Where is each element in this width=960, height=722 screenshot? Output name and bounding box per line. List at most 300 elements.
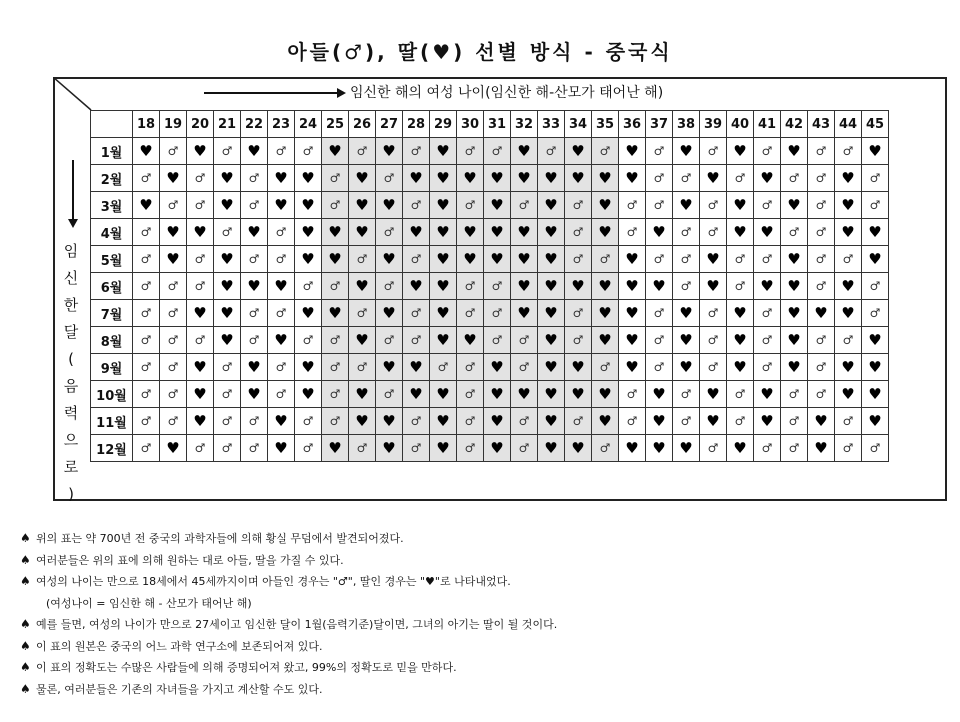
son-male-icon: ♂ (430, 354, 457, 381)
age-header-24: 24 (295, 111, 322, 138)
son-male-icon: ♂ (133, 219, 160, 246)
daughter-heart-icon: ♥ (430, 165, 457, 192)
daughter-heart-icon: ♥ (214, 165, 241, 192)
son-male-icon: ♂ (727, 408, 754, 435)
daughter-heart-icon: ♥ (781, 246, 808, 273)
table-row (91, 381, 889, 408)
son-male-icon: ♂ (268, 381, 295, 408)
daughter-heart-icon: ♥ (349, 165, 376, 192)
son-male-icon: ♂ (700, 300, 727, 327)
son-male-icon: ♂ (349, 435, 376, 462)
daughter-heart-icon: ♥ (403, 381, 430, 408)
month-axis-char: 음 (63, 377, 79, 395)
daughter-heart-icon: ♥ (376, 435, 403, 462)
daughter-heart-icon: ♥ (457, 246, 484, 273)
son-male-icon: ♂ (808, 246, 835, 273)
daughter-heart-icon: ♥ (349, 408, 376, 435)
son-male-icon: ♂ (673, 219, 700, 246)
son-male-icon: ♂ (160, 327, 187, 354)
daughter-heart-icon: ♥ (754, 219, 781, 246)
daughter-heart-icon: ♥ (592, 408, 619, 435)
daughter-heart-icon: ♥ (349, 327, 376, 354)
month-label: 4월 (91, 219, 133, 246)
age-header-23: 23 (268, 111, 295, 138)
note-line (20, 550, 940, 572)
son-male-icon: ♂ (457, 408, 484, 435)
son-male-icon: ♂ (457, 138, 484, 165)
note-line (20, 593, 940, 615)
daughter-heart-icon: ♥ (781, 354, 808, 381)
son-male-icon: ♂ (781, 408, 808, 435)
month-axis-char: ( (68, 350, 74, 368)
son-male-icon: ♂ (187, 327, 214, 354)
son-male-icon: ♂ (754, 192, 781, 219)
daughter-heart-icon: ♥ (484, 219, 511, 246)
daughter-heart-icon: ♥ (700, 165, 727, 192)
month-label: 3월 (91, 192, 133, 219)
arrow-down-icon (72, 160, 74, 226)
daughter-heart-icon: ♥ (214, 246, 241, 273)
age-header-36: 36 (619, 111, 646, 138)
son-male-icon: ♂ (268, 300, 295, 327)
daughter-heart-icon: ♥ (754, 381, 781, 408)
son-male-icon: ♂ (268, 138, 295, 165)
daughter-heart-icon: ♥ (268, 435, 295, 462)
age-header-38: 38 (673, 111, 700, 138)
daughter-heart-icon: ♥ (430, 381, 457, 408)
daughter-heart-icon: ♥ (592, 381, 619, 408)
daughter-heart-icon: ♥ (835, 165, 862, 192)
son-male-icon: ♂ (241, 246, 268, 273)
daughter-heart-icon: ♥ (430, 408, 457, 435)
son-male-icon: ♂ (133, 165, 160, 192)
daughter-heart-icon: ♥ (538, 435, 565, 462)
son-male-icon: ♂ (322, 408, 349, 435)
daughter-heart-icon: ♥ (808, 300, 835, 327)
note-text: 물론, 여러분들은 기존의 자녀들을 가지고 계산할 수도 있다. (36, 682, 323, 696)
daughter-heart-icon: ♥ (619, 246, 646, 273)
son-male-icon: ♂ (754, 300, 781, 327)
daughter-heart-icon: ♥ (484, 381, 511, 408)
note-line (20, 528, 940, 550)
daughter-heart-icon: ♥ (835, 354, 862, 381)
month-axis-label (58, 238, 84, 508)
son-male-icon: ♂ (322, 354, 349, 381)
son-male-icon: ♂ (646, 246, 673, 273)
son-male-icon: ♂ (214, 138, 241, 165)
daughter-heart-icon: ♥ (673, 138, 700, 165)
daughter-heart-icon: ♥ (268, 165, 295, 192)
note-line (20, 614, 940, 636)
daughter-heart-icon: ♥ (727, 219, 754, 246)
daughter-heart-icon: ♥ (430, 435, 457, 462)
son-male-icon: ♂ (592, 435, 619, 462)
daughter-heart-icon: ♥ (349, 192, 376, 219)
daughter-heart-icon: ♥ (511, 381, 538, 408)
note-text: 이 표의 정확도는 수많은 사람들에 의해 증명되어져 왔고, 99%의 정확도로 믿을 만하다. (36, 661, 457, 674)
son-male-icon: ♂ (457, 381, 484, 408)
son-male-icon: ♂ (268, 219, 295, 246)
son-male-icon: ♂ (187, 192, 214, 219)
gender-prediction-table (90, 110, 889, 462)
son-male-icon: ♂ (700, 192, 727, 219)
age-header-18: 18 (133, 111, 160, 138)
son-male-icon: ♂ (538, 138, 565, 165)
son-male-icon: ♂ (781, 165, 808, 192)
son-male-icon: ♂ (160, 381, 187, 408)
son-male-icon: ♂ (565, 408, 592, 435)
son-male-icon: ♂ (754, 138, 781, 165)
son-male-icon: ♂ (781, 381, 808, 408)
daughter-heart-icon: ♥ (646, 381, 673, 408)
daughter-heart-icon: ♥ (646, 273, 673, 300)
son-male-icon: ♂ (565, 300, 592, 327)
daughter-heart-icon: ♥ (214, 327, 241, 354)
daughter-heart-icon: ♥ (295, 246, 322, 273)
son-male-icon: ♂ (808, 192, 835, 219)
daughter-heart-icon: ♥ (241, 138, 268, 165)
son-male-icon: ♂ (241, 408, 268, 435)
son-male-icon: ♂ (511, 327, 538, 354)
son-male-icon: ♂ (511, 435, 538, 462)
page-title: 아들(♂), 딸(♥) 선별 방식 - 중국식 (287, 40, 673, 64)
daughter-heart-icon: ♥ (511, 246, 538, 273)
son-male-icon: ♂ (835, 246, 862, 273)
daughter-heart-icon: ♥ (430, 273, 457, 300)
daughter-heart-icon: ♥ (538, 408, 565, 435)
age-header-28: 28 (403, 111, 430, 138)
son-male-icon: ♂ (187, 165, 214, 192)
corner-cell (91, 111, 133, 138)
son-male-icon: ♂ (862, 435, 889, 462)
month-axis-char: 임 (63, 242, 79, 260)
son-male-icon: ♂ (187, 435, 214, 462)
daughter-heart-icon: ♥ (781, 138, 808, 165)
age-header-27: 27 (376, 111, 403, 138)
daughter-heart-icon: ♥ (862, 327, 889, 354)
son-male-icon: ♂ (376, 327, 403, 354)
son-male-icon: ♂ (349, 138, 376, 165)
daughter-heart-icon: ♥ (538, 381, 565, 408)
daughter-heart-icon: ♥ (619, 300, 646, 327)
son-male-icon: ♂ (565, 192, 592, 219)
son-male-icon: ♂ (214, 354, 241, 381)
son-male-icon: ♂ (349, 246, 376, 273)
daughter-heart-icon: ♥ (673, 435, 700, 462)
daughter-heart-icon: ♥ (349, 381, 376, 408)
daughter-heart-icon: ♥ (376, 192, 403, 219)
son-male-icon: ♂ (457, 300, 484, 327)
month-label: 2월 (91, 165, 133, 192)
month-label: 12월 (91, 435, 133, 462)
son-male-icon: ♂ (295, 327, 322, 354)
daughter-heart-icon: ♥ (619, 435, 646, 462)
daughter-heart-icon: ♥ (511, 165, 538, 192)
spade-icon: ♠ (20, 638, 31, 653)
daughter-heart-icon: ♥ (619, 327, 646, 354)
daughter-heart-icon: ♥ (349, 273, 376, 300)
table-row (91, 408, 889, 435)
son-male-icon: ♂ (241, 192, 268, 219)
son-male-icon: ♂ (133, 408, 160, 435)
daughter-heart-icon: ♥ (295, 192, 322, 219)
daughter-heart-icon: ♥ (673, 192, 700, 219)
daughter-heart-icon: ♥ (403, 165, 430, 192)
table-row (91, 165, 889, 192)
daughter-heart-icon: ♥ (700, 273, 727, 300)
daughter-heart-icon: ♥ (322, 219, 349, 246)
daughter-heart-icon: ♥ (673, 300, 700, 327)
month-label: 8월 (91, 327, 133, 354)
son-male-icon: ♂ (754, 327, 781, 354)
daughter-heart-icon: ♥ (214, 273, 241, 300)
daughter-heart-icon: ♥ (511, 300, 538, 327)
son-male-icon: ♂ (781, 219, 808, 246)
son-male-icon: ♂ (511, 192, 538, 219)
daughter-heart-icon: ♥ (268, 408, 295, 435)
son-male-icon: ♂ (268, 354, 295, 381)
son-male-icon: ♂ (241, 300, 268, 327)
corner-diagonal (53, 77, 93, 117)
son-male-icon: ♂ (727, 165, 754, 192)
son-male-icon: ♂ (862, 273, 889, 300)
son-male-icon: ♂ (619, 219, 646, 246)
son-male-icon: ♂ (754, 354, 781, 381)
table-row (91, 327, 889, 354)
daughter-heart-icon: ♥ (376, 246, 403, 273)
son-male-icon: ♂ (187, 273, 214, 300)
son-male-icon: ♂ (214, 408, 241, 435)
son-male-icon: ♂ (484, 273, 511, 300)
age-header-41: 41 (754, 111, 781, 138)
daughter-heart-icon: ♥ (727, 435, 754, 462)
son-male-icon: ♂ (322, 192, 349, 219)
daughter-heart-icon: ♥ (322, 435, 349, 462)
daughter-heart-icon: ♥ (538, 300, 565, 327)
son-male-icon: ♂ (403, 192, 430, 219)
daughter-heart-icon: ♥ (133, 192, 160, 219)
daughter-heart-icon: ♥ (160, 246, 187, 273)
daughter-heart-icon: ♥ (322, 300, 349, 327)
daughter-heart-icon: ♥ (646, 219, 673, 246)
daughter-heart-icon: ♥ (538, 219, 565, 246)
daughter-heart-icon: ♥ (295, 165, 322, 192)
note-text: 예를 들면, 여성의 나이가 만으로 27세이고 임신한 달이 1월(음력기준)달이면, 그녀의 아기는 딸이 될 것이다. (36, 618, 558, 631)
spade-icon: ♠ (20, 681, 31, 696)
son-male-icon: ♂ (700, 354, 727, 381)
age-header-30: 30 (457, 111, 484, 138)
daughter-heart-icon: ♥ (241, 354, 268, 381)
daughter-heart-icon: ♥ (214, 300, 241, 327)
age-header-31: 31 (484, 111, 511, 138)
daughter-heart-icon: ♥ (241, 219, 268, 246)
daughter-heart-icon: ♥ (430, 300, 457, 327)
son-male-icon: ♂ (484, 300, 511, 327)
son-male-icon: ♂ (349, 300, 376, 327)
table-row (91, 219, 889, 246)
son-male-icon: ♂ (808, 327, 835, 354)
note-text: 이 표의 원본은 중국의 어느 과학 연구소에 보존되어져 있다. (36, 639, 323, 653)
daughter-heart-icon: ♥ (403, 273, 430, 300)
daughter-heart-icon: ♥ (268, 192, 295, 219)
daughter-heart-icon: ♥ (457, 165, 484, 192)
daughter-heart-icon: ♥ (457, 327, 484, 354)
son-male-icon: ♂ (619, 381, 646, 408)
son-male-icon: ♂ (727, 246, 754, 273)
son-male-icon: ♂ (646, 165, 673, 192)
daughter-heart-icon: ♥ (835, 381, 862, 408)
age-header-19: 19 (160, 111, 187, 138)
son-male-icon: ♂ (133, 354, 160, 381)
daughter-heart-icon: ♥ (565, 273, 592, 300)
son-male-icon: ♂ (673, 408, 700, 435)
son-male-icon: ♂ (646, 327, 673, 354)
daughter-heart-icon: ♥ (538, 246, 565, 273)
son-male-icon: ♂ (646, 138, 673, 165)
note-line (20, 657, 940, 679)
son-male-icon: ♂ (835, 408, 862, 435)
age-header-35: 35 (592, 111, 619, 138)
note-line (20, 679, 940, 701)
son-male-icon: ♂ (673, 165, 700, 192)
age-header-40: 40 (727, 111, 754, 138)
son-male-icon: ♂ (862, 165, 889, 192)
age-header-39: 39 (700, 111, 727, 138)
month-label: 7월 (91, 300, 133, 327)
daughter-heart-icon: ♥ (457, 219, 484, 246)
age-header-45: 45 (862, 111, 889, 138)
son-male-icon: ♂ (511, 408, 538, 435)
son-male-icon: ♂ (619, 408, 646, 435)
spade-icon: ♠ (20, 531, 31, 545)
note-text: (여성나이 = 임신한 해 - 산모가 태어난 해) (46, 596, 252, 610)
daughter-heart-icon: ♥ (754, 165, 781, 192)
daughter-heart-icon: ♥ (376, 354, 403, 381)
son-male-icon: ♂ (376, 273, 403, 300)
son-male-icon: ♂ (241, 435, 268, 462)
daughter-heart-icon: ♥ (268, 273, 295, 300)
son-male-icon: ♂ (349, 354, 376, 381)
son-male-icon: ♂ (673, 381, 700, 408)
daughter-heart-icon: ♥ (862, 219, 889, 246)
daughter-heart-icon: ♥ (403, 219, 430, 246)
table-row (91, 138, 889, 165)
note-text: 여성의 나이는 만으로 18세에서 45세까지이며 아들인 경우는 "♂", 딸인 경우는 "♥"로 나타내었다. (36, 575, 511, 588)
daughter-heart-icon: ♥ (673, 327, 700, 354)
son-male-icon: ♂ (376, 219, 403, 246)
daughter-heart-icon: ♥ (187, 219, 214, 246)
spade-icon: ♠ (20, 617, 31, 631)
daughter-heart-icon: ♥ (403, 354, 430, 381)
son-male-icon: ♂ (187, 246, 214, 273)
daughter-heart-icon: ♥ (592, 300, 619, 327)
son-male-icon: ♂ (133, 327, 160, 354)
daughter-heart-icon: ♥ (538, 165, 565, 192)
son-male-icon: ♂ (565, 219, 592, 246)
son-male-icon: ♂ (511, 354, 538, 381)
daughter-heart-icon: ♥ (376, 138, 403, 165)
son-male-icon: ♂ (403, 300, 430, 327)
daughter-heart-icon: ♥ (808, 408, 835, 435)
daughter-heart-icon: ♥ (646, 408, 673, 435)
son-male-icon: ♂ (457, 192, 484, 219)
age-header-37: 37 (646, 111, 673, 138)
son-male-icon: ♂ (376, 381, 403, 408)
daughter-heart-icon: ♥ (430, 192, 457, 219)
daughter-heart-icon: ♥ (727, 300, 754, 327)
daughter-heart-icon: ♥ (727, 138, 754, 165)
spade-icon: ♠ (20, 574, 31, 588)
daughter-heart-icon: ♥ (214, 192, 241, 219)
daughter-heart-icon: ♥ (295, 300, 322, 327)
son-male-icon: ♂ (403, 246, 430, 273)
daughter-heart-icon: ♥ (430, 138, 457, 165)
son-male-icon: ♂ (160, 354, 187, 381)
month-label: 5월 (91, 246, 133, 273)
table-row (91, 273, 889, 300)
son-male-icon: ♂ (808, 381, 835, 408)
son-male-icon: ♂ (592, 138, 619, 165)
age-header-34: 34 (565, 111, 592, 138)
daughter-heart-icon: ♥ (322, 138, 349, 165)
note-line (20, 571, 940, 593)
daughter-heart-icon: ♥ (430, 219, 457, 246)
son-male-icon: ♂ (295, 408, 322, 435)
daughter-heart-icon: ♥ (862, 354, 889, 381)
spade-icon: ♠ (20, 660, 31, 674)
daughter-heart-icon: ♥ (727, 192, 754, 219)
son-male-icon: ♂ (808, 165, 835, 192)
son-male-icon: ♂ (322, 381, 349, 408)
daughter-heart-icon: ♥ (430, 327, 457, 354)
age-header-25: 25 (322, 111, 349, 138)
son-male-icon: ♂ (862, 192, 889, 219)
son-male-icon: ♂ (457, 435, 484, 462)
daughter-heart-icon: ♥ (700, 408, 727, 435)
daughter-heart-icon: ♥ (187, 381, 214, 408)
daughter-heart-icon: ♥ (835, 273, 862, 300)
daughter-heart-icon: ♥ (727, 327, 754, 354)
son-male-icon: ♂ (160, 138, 187, 165)
son-male-icon: ♂ (160, 408, 187, 435)
son-male-icon: ♂ (592, 246, 619, 273)
son-male-icon: ♂ (457, 354, 484, 381)
daughter-heart-icon: ♥ (160, 219, 187, 246)
month-axis-char: 로 (63, 458, 79, 476)
son-male-icon: ♂ (214, 219, 241, 246)
daughter-heart-icon: ♥ (295, 381, 322, 408)
daughter-heart-icon: ♥ (484, 435, 511, 462)
daughter-heart-icon: ♥ (619, 138, 646, 165)
daughter-heart-icon: ♥ (484, 192, 511, 219)
age-header-33: 33 (538, 111, 565, 138)
daughter-heart-icon: ♥ (511, 219, 538, 246)
son-male-icon: ♂ (403, 138, 430, 165)
daughter-heart-icon: ♥ (322, 246, 349, 273)
son-male-icon: ♂ (133, 435, 160, 462)
age-header-42: 42 (781, 111, 808, 138)
daughter-heart-icon: ♥ (538, 273, 565, 300)
son-male-icon: ♂ (241, 165, 268, 192)
daughter-heart-icon: ♥ (241, 381, 268, 408)
daughter-heart-icon: ♥ (538, 192, 565, 219)
son-male-icon: ♂ (808, 273, 835, 300)
daughter-heart-icon: ♥ (673, 354, 700, 381)
daughter-heart-icon: ♥ (565, 354, 592, 381)
daughter-heart-icon: ♥ (241, 273, 268, 300)
son-male-icon: ♂ (160, 300, 187, 327)
daughter-heart-icon: ♥ (646, 435, 673, 462)
